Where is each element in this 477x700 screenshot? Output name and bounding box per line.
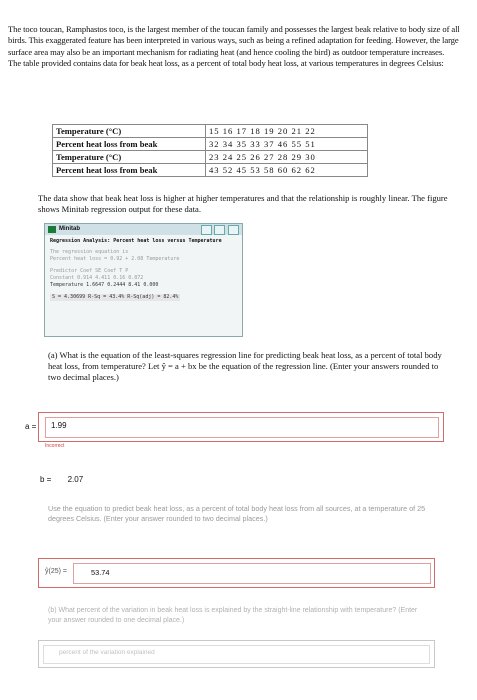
a-input[interactable]	[45, 417, 439, 438]
table-row	[53, 164, 368, 177]
intro-paragraph: The toco toucan, Ramphastos toco, is the largest member of the toucan family and possesses the largest beak relative to body size of all birds. This exaggerated feature has been interpreted in various ways, such as being a refined adaptation for feeding. However, the large surface area may also be an important mechanism for radiating heat (and hence cooling the bird) as outdoor temperature increases.	[8, 24, 460, 57]
answer-a-container	[25, 412, 444, 449]
eq-label: The regression equation is	[50, 249, 129, 255]
minitab-title: Minitab	[59, 226, 80, 232]
a-feedback: Incorrect	[45, 443, 65, 449]
prediction-container	[38, 558, 435, 588]
a-label: a =	[25, 422, 37, 431]
answer-b	[40, 475, 83, 484]
table-row	[53, 138, 368, 151]
coef-row-temperature: Temperature 1.6647 0.2444 8.41 0.000	[50, 282, 159, 288]
data-table	[52, 124, 368, 177]
minimize-icon[interactable]	[201, 225, 212, 235]
minitab-window	[44, 223, 243, 337]
row-label: Percent heat loss from beak	[53, 164, 206, 177]
regression-equation: Percent heat loss = 0.92 + 2.08 Temperature	[50, 256, 180, 262]
minitab-titlebar	[45, 224, 242, 235]
prediction-label: ŷ(25) =	[45, 568, 67, 575]
after-table-text: The data show that beak heat loss is higher at higher temperatures and that the relationship is roughly linear. The figure shows Minitab regression output for these data.	[38, 193, 448, 214]
model-summary: S = 4.30699 R-Sq = 43.4% R-Sq(adj) = 82.4%	[52, 294, 179, 300]
minitab-heading: Regression Analysis: Percent heat loss versus Temperature	[50, 238, 222, 244]
coef-row-constant: Constant 0.914 4.411 0.16 0.872	[50, 275, 144, 281]
b-value[interactable]: 2.07	[67, 475, 84, 484]
row-label: Temperature (°C)	[53, 125, 206, 138]
table-row	[53, 125, 368, 138]
coef-header: Predictor Coef SE Coef T P	[50, 268, 129, 274]
prediction-value: 53.74	[91, 568, 110, 577]
row-values: 32 34 35 33 37 46 55 51	[206, 138, 368, 151]
question-a: (a) What is the equation of the least-squares regression line for predicting beak heat loss, as a percent of total body heat loss, from temperature? Let ŷ = a + bx be the equation of the regression line. (Enter your answers rounded to two decimal places.)	[48, 350, 442, 383]
row-label: Temperature (°C)	[53, 151, 206, 164]
intro-table-note: The table provided contains data for beak heat loss, as a percent of total body heat loss, at various temperatures in degrees Celsius:	[8, 58, 444, 69]
percent-placeholder: percent of the variation explained	[59, 649, 155, 656]
maximize-icon[interactable]	[214, 225, 225, 235]
intro-text	[8, 24, 472, 70]
table-row	[53, 151, 368, 164]
a-value: 1.99	[51, 421, 67, 430]
row-values: 43 52 45 53 58 60 62 62	[206, 164, 368, 177]
close-icon[interactable]	[228, 225, 239, 235]
window-controls	[200, 225, 239, 240]
question-b: (b) What percent of the variation in beak heat loss is explained by the straight-line relationship with temperature? (Enter your answer rounded to one decimal place.)	[48, 607, 418, 624]
minitab-logo-icon	[48, 226, 56, 233]
b-label: b =	[40, 475, 52, 484]
row-values: 23 24 25 26 27 28 29 30	[206, 151, 368, 164]
prediction-question: Use the equation to predict beak heat loss, as a percent of total body heat loss from all sources, at a temperature of 25 degrees Celsius. (Enter your answer rounded to two decimal places.)	[48, 504, 426, 523]
prediction-input[interactable]	[73, 563, 431, 584]
percent-container	[38, 640, 435, 668]
row-label: Percent heat loss from beak	[53, 138, 206, 151]
minitab-output	[45, 235, 242, 304]
row-values: 15 16 17 18 19 20 21 22	[206, 125, 368, 138]
